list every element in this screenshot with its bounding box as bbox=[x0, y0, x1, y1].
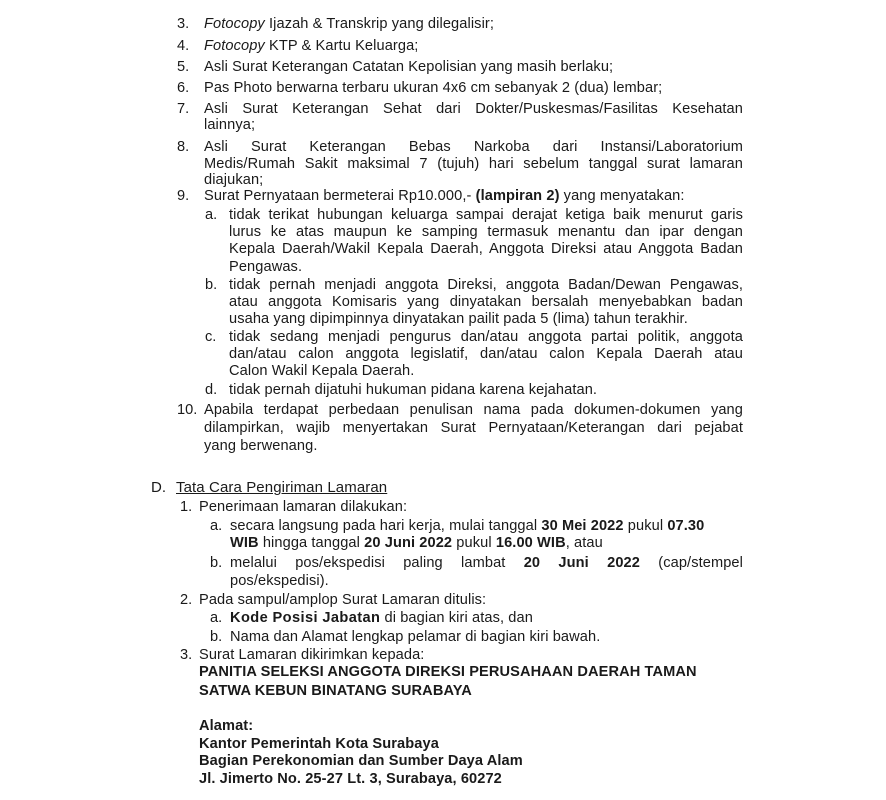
addressee-line: PANITIA SELEKSI ANGGOTA DIREKSI PERUSAHAAN DAERAH TAMAN bbox=[199, 664, 697, 680]
item-number: 3. bbox=[177, 16, 190, 32]
list-item-line: Asli Surat Keterangan Sehat dari Dokter/Puskesmas/Fasilitas Kesehatan bbox=[204, 101, 743, 117]
item-number: 10. bbox=[177, 402, 198, 418]
list-item bbox=[204, 15, 494, 33]
list-item: Pada sampul/amplop Surat Lamaran ditulis: bbox=[199, 592, 487, 608]
item-number: 3. bbox=[180, 647, 193, 663]
item-text: melalui pos/ekspedisi paling lambat bbox=[230, 555, 524, 571]
time-zone: WIB bbox=[230, 535, 259, 551]
address-line: Kantor Pemerintah Kota Surabaya bbox=[199, 736, 439, 752]
section-title: Tata Cara Pengiriman Lamaran bbox=[176, 479, 388, 496]
addressee-line: SATWA KEBUN BINATANG SURABAYA bbox=[199, 683, 472, 699]
italic-text: Fotocopy bbox=[204, 38, 265, 54]
item-text: hingga tanggal bbox=[258, 535, 365, 551]
sub-item-line: dan/atau calon anggota legislatif, dan/atau calon Kepala Daerah atau bbox=[229, 346, 743, 362]
list-item-line: Asli Surat Keterangan Bebas Narkoba dari Instansi/Laboratorium bbox=[204, 139, 743, 155]
list-item: Penerimaan lamaran dilakukan: bbox=[199, 499, 408, 515]
address-line: Bagian Perekonomian dan Sumber Daya Alam bbox=[199, 753, 523, 769]
list-item-line: lainnya; bbox=[204, 117, 256, 133]
list-item: Pas Photo berwarna terbaru ukuran 4x6 cm sebanyak 2 (dua) lembar; bbox=[204, 80, 663, 96]
item-text: Surat Pernyataan bermeterai Rp10.000,- bbox=[204, 188, 476, 204]
item-number: 7. bbox=[177, 101, 190, 117]
item-number: 2. bbox=[180, 592, 193, 608]
sub-item-line: tidak sedang menjadi pengurus dan/atau anggota partai politik, anggota bbox=[229, 329, 743, 345]
sub-item-line: Kepala Daerah/Wakil Kepala Daerah, Anggota Direksi atau Anggota Badan bbox=[229, 241, 743, 257]
item-number: 1. bbox=[180, 499, 193, 515]
start-time: 07.30 bbox=[667, 518, 705, 534]
item-text: di bagian kiri atas, dan bbox=[380, 610, 533, 626]
item-number: 5. bbox=[177, 59, 190, 75]
end-time: 16.00 WIB bbox=[495, 535, 566, 551]
list-item-line: diajukan; bbox=[204, 172, 264, 188]
item-text: yang menyatakan: bbox=[559, 188, 685, 204]
sub-item-line: tidak pernah menjadi anggota Direksi, anggota Badan/Dewan Pengawas, bbox=[229, 277, 743, 293]
sub-item-line: Calon Wakil Kepala Daerah. bbox=[229, 363, 415, 379]
sub-item-letter: a. bbox=[210, 518, 223, 534]
start-date: 30 Mei 2022 bbox=[541, 518, 624, 534]
sub-item-line: Pengawas. bbox=[229, 259, 303, 275]
sub-item-letter: b. bbox=[205, 277, 218, 293]
sub-item-letter: b. bbox=[210, 555, 223, 571]
sub-item-line: lurus ke atas maupun ke samping termasuk menantu dan ipar dengan bbox=[229, 224, 743, 240]
list-item bbox=[204, 37, 418, 55]
deadline-date: 20 Juni 2022 bbox=[523, 555, 640, 571]
sub-item-line: atau anggota Komisaris yang dinyatakan bersalah menyebabkan badan bbox=[229, 294, 743, 310]
list-item-line: yang berwenang. bbox=[204, 438, 318, 454]
list-item-line: Apabila terdapat perbedaan penulisan nama pada dokumen-dokumen yang bbox=[204, 402, 743, 418]
sub-item-letter: c. bbox=[205, 329, 217, 345]
sub-item-line: tidak pernah dijatuhi hukuman pidana karena kejahatan. bbox=[229, 382, 598, 398]
item-number: 4. bbox=[177, 38, 190, 54]
attachment-reference: (lampiran 2) bbox=[475, 188, 560, 204]
sub-item-letter: a. bbox=[210, 610, 223, 626]
sub-item-letter: b. bbox=[210, 629, 223, 645]
list-item: Surat Lamaran dikirimkan kepada: bbox=[199, 647, 425, 663]
list-item: Asli Surat Keterangan Catatan Kepolisian yang masih berlaku; bbox=[204, 59, 614, 75]
sub-item-letter: a. bbox=[205, 207, 218, 223]
list-item-line: Medis/Rumah Sakit maksimal 7 (tujuh) hari sebelum tanggal surat lamaran bbox=[204, 156, 743, 172]
address-line: Jl. Jimerto No. 25-27 Lt. 3, Surabaya, 60272 bbox=[199, 771, 502, 787]
list-item bbox=[204, 187, 685, 205]
address-label: Alamat: bbox=[199, 718, 254, 734]
item-text: KTP & Kartu Keluarga; bbox=[264, 38, 419, 54]
list-item-line: dilampirkan, wajib menyertakan Surat Pernyataan/Keterangan dari pejabat bbox=[204, 420, 743, 436]
item-text: pukul bbox=[452, 535, 496, 551]
sub-item-line: pos/ekspedisi). bbox=[230, 573, 329, 589]
sub-item-line bbox=[230, 534, 603, 552]
position-code-label: Kode Posisi Jabatan bbox=[230, 610, 381, 626]
end-date: 20 Juni 2022 bbox=[364, 535, 453, 551]
item-number: 9. bbox=[177, 188, 190, 204]
sub-item-line bbox=[230, 517, 704, 535]
sub-item-line bbox=[230, 554, 743, 572]
item-text: (cap/stempel bbox=[658, 555, 743, 571]
sub-item-line: usaha yang dipimpinnya dinyatakan pailit pada 5 (lima) tahun terakhir. bbox=[229, 311, 688, 327]
item-number: 8. bbox=[177, 139, 190, 155]
item-number: 6. bbox=[177, 80, 190, 96]
item-text: , atau bbox=[565, 535, 603, 551]
sub-item-line bbox=[230, 609, 533, 627]
sub-item-line: tidak terikat hubungan keluarga sampai derajat ketiga baik menurut garis bbox=[229, 207, 743, 223]
item-text: secara langsung pada hari kerja, mulai tanggal bbox=[230, 518, 542, 534]
section-letter: D. bbox=[151, 479, 166, 496]
sub-item-letter: d. bbox=[205, 382, 218, 398]
sub-item-line: Nama dan Alamat lengkap pelamar di bagian kiri bawah. bbox=[230, 629, 601, 645]
italic-text: Fotocopy bbox=[204, 16, 265, 32]
item-text: pukul bbox=[623, 518, 668, 534]
item-text: Ijazah & Transkrip yang dilegalisir; bbox=[264, 16, 495, 32]
